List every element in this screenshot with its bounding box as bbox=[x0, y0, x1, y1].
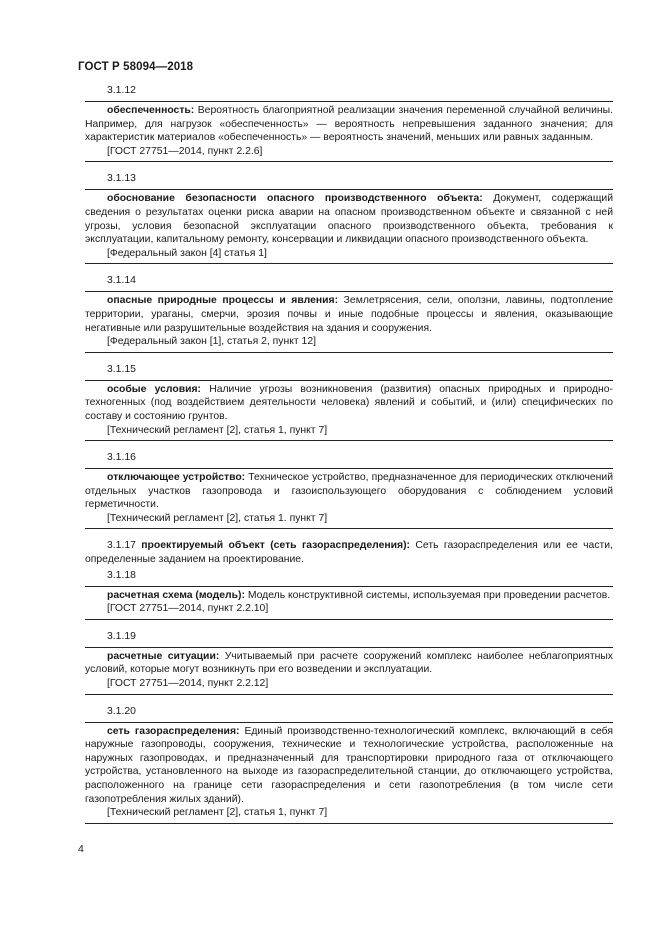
entry-number: 3.1.19 bbox=[107, 630, 136, 642]
definition-text: Техническое устройство, предназначенное для периодических отключений отдельных участков газопровода и газоиспользующего оборудования с соблюдением условий герметичности. bbox=[85, 472, 614, 511]
source-reference: [Федеральный закон [4] статья 1] bbox=[107, 247, 267, 259]
term-box bbox=[85, 586, 613, 620]
definition bbox=[85, 471, 613, 512]
entry-3-1-16 bbox=[85, 451, 613, 529]
definition bbox=[85, 104, 613, 145]
source-reference: [Технический регламент [2], статья 1. пункт 7] bbox=[107, 512, 328, 524]
term: отключающее устройство: bbox=[107, 472, 246, 484]
term-box bbox=[85, 189, 613, 264]
page-number: 4 bbox=[78, 844, 84, 855]
definition bbox=[85, 383, 613, 424]
definition bbox=[85, 294, 613, 335]
term-box bbox=[85, 647, 613, 695]
term: сеть газораспределения: bbox=[107, 725, 240, 737]
term: проектируемый объект (сеть газораспределения): bbox=[141, 540, 410, 552]
term-box bbox=[85, 468, 613, 529]
source-reference: [ГОСТ 27751—2014, пункт 2.2.10] bbox=[107, 603, 269, 615]
definition-text: Землетрясения, сели, оползни, лавины, подтопление территории, ураганы, смерчи, эрозия почвы и иные подобные процессы и явления, оказывающие негативные или разрушительные воздействия на здания и сооружения. bbox=[85, 295, 614, 334]
source-reference: [Технический регламент [2], статья 1, пункт 7] bbox=[107, 807, 328, 819]
entry-number: 3.1.16 bbox=[107, 452, 136, 464]
entry-number: 3.1.13 bbox=[107, 173, 136, 185]
term: обеспеченность: bbox=[107, 105, 195, 116]
definition bbox=[85, 589, 613, 603]
entry-number: 3.1.14 bbox=[107, 275, 136, 287]
entry-3-1-13 bbox=[85, 172, 613, 264]
definition-text: Вероятность благоприятной реализации значения переменной случайной величины. Например, для нагрузок «обеспеченность» — вероятность непревышения заданного значения; для характеристик материалов «обеспеченность» — вероятность значений, меньших или равных заданным. bbox=[85, 105, 613, 144]
entry-number: 3.1.15 bbox=[107, 363, 136, 375]
entry-number: 3.1.20 bbox=[107, 705, 136, 717]
definition-text: Сеть газораспределения или ее части, определенные заданием на проектирование. bbox=[85, 540, 613, 566]
definition bbox=[85, 192, 613, 246]
definition-text: Единый производственно-технологический комплекс, включающий в себя наружные газопроводы, сооружения, технические и технологические устройства, расположенные на наружных газопроводах, и предназначенный для транспортировки природного газа от отключающего устройства, установленного на выходе из газораспределительной станции, до отключающего устройства, расположенного на границе сети газораспределения и сети газопотребления (в том числе сети газопотребления жилых зданий). bbox=[85, 725, 613, 805]
entry-number: 3.1.12 bbox=[107, 85, 136, 96]
term-box bbox=[85, 291, 613, 352]
entry-3-1-14 bbox=[85, 274, 613, 352]
entry-number: 3.1.17 bbox=[107, 540, 136, 552]
term-box bbox=[85, 101, 613, 162]
entry-3-1-15 bbox=[85, 363, 613, 441]
definition bbox=[85, 650, 613, 677]
source-reference: [ГОСТ 27751—2014, пункт 2.2.12] bbox=[107, 678, 269, 690]
term: особые условия: bbox=[107, 383, 202, 395]
term: расчетные ситуации: bbox=[107, 650, 220, 662]
entry-3-1-17 bbox=[85, 539, 613, 566]
source-reference: [Технический регламент [2], статья 1, пункт 7] bbox=[107, 424, 328, 436]
entry-3-1-19 bbox=[85, 630, 613, 695]
term: опасные природные процессы и явления: bbox=[107, 295, 339, 307]
page-content bbox=[85, 84, 613, 834]
source-reference: [Федеральный закон [1], статья 2, пункт 12] bbox=[107, 336, 316, 348]
definition bbox=[85, 725, 613, 807]
term-box bbox=[85, 380, 613, 441]
definition-text: Документ, содержащий сведения о результатах оценки риска аварии на опасном производственном объекте и связанной с ней угрозы, условия безопасной эксплуатации опасного производственного объекта, требования к эксплуатации, капитальному ремонту, консервации и ликвидации опасного производственного объекта. bbox=[85, 193, 613, 246]
definition-text: Модель конструктивной системы, используемая при проведении расчетов. bbox=[244, 589, 611, 601]
definition-text: Учитываемый при расчете сооружений комплекс наиболее неблагоприятных условий, которые могут возникнуть при его возведении и эксплуатации. bbox=[85, 650, 613, 676]
entry-3-1-12 bbox=[85, 84, 613, 162]
term-box bbox=[85, 722, 613, 824]
definition-text: Наличие угрозы возникновения (развития) опасных природных и природно-техногенных (под воздействием деятельности человека) явлений и событий, и (или) специфических по составу и состоянию грунтов. bbox=[85, 383, 613, 422]
entry-3-1-20 bbox=[85, 705, 613, 824]
document-header: ГОСТ Р 58094—2018 bbox=[78, 61, 194, 73]
term: обоснование безопасности опасного производственного объекта: bbox=[107, 193, 483, 205]
term: расчетная схема (модель): bbox=[107, 589, 245, 601]
source-reference: [ГОСТ 27751—2014, пункт 2.2.6] bbox=[107, 145, 263, 157]
entry-3-1-18 bbox=[85, 569, 613, 620]
entry-number: 3.1.18 bbox=[107, 569, 136, 581]
